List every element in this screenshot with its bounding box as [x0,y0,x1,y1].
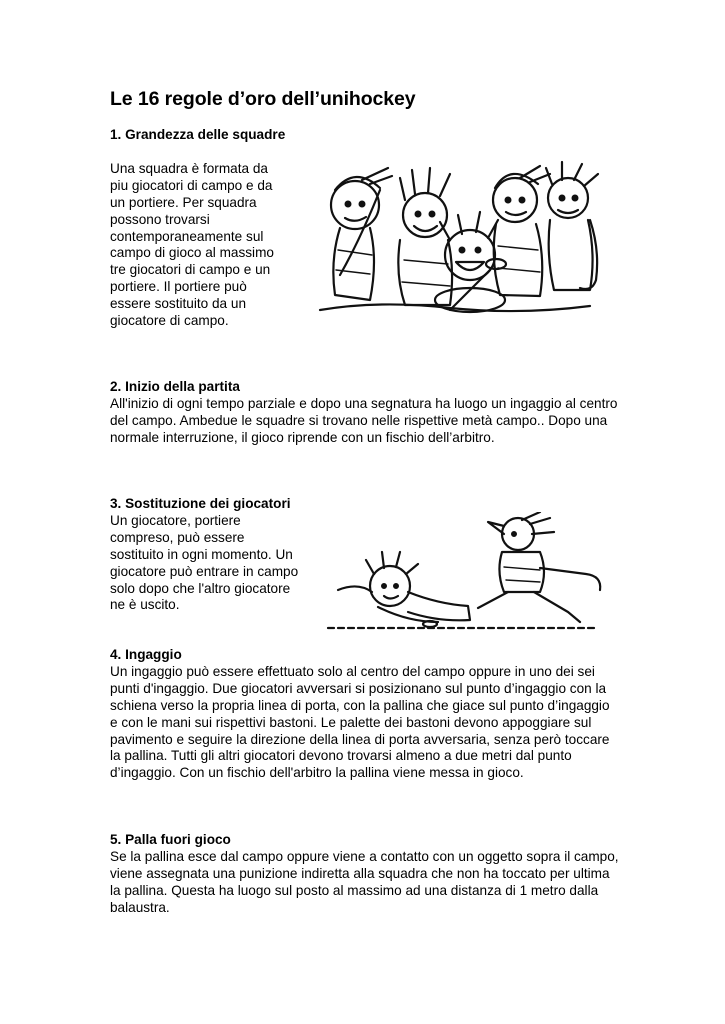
section-2-body: All'inizio di ogni tempo parziale e dopo una segnatura ha luogo un ingaggio al centro del campo. Ambedue le squadre si trovano nelle rispettive metà campo.. Dopo una normale interruzione, il gioco riprende con un fischio dell’arbitro. [110,395,618,445]
section-5 [110,832,620,917]
section-4 [110,647,620,782]
section-5-heading: 5. Palla fuori gioco [110,832,231,847]
document-title: Le 16 regole d’oro dell’unihockey [110,88,416,110]
players-group-illustration [300,160,610,320]
section-1-body: Una squadra è formata da piu giocatori di campo e da un portiere. Per squadra possono trovarsi contemporaneamente sul campo di gioco al massimo tre giocatori di campo e un portiere. Il portiere può essere sostituito da un giocatore di campo. [110,160,274,329]
substitution-illustration [318,512,608,637]
section-2-heading: 2. Inizio della partita [110,379,240,394]
section-3-heading: 3. Sostituzione dei giocatori [110,496,291,511]
section-1-heading: 1. Grandezza delle squadre [110,127,286,142]
section-4-heading: 4. Ingaggio [110,647,182,662]
section-2 [110,379,620,447]
section-3-body: Un giocatore, portiere compreso, può essere sostituito in ogni momento. Un giocatore può entrare in campo solo dopo che l'altro giocatore ne è uscito. [110,512,299,613]
section-4-body: Un ingaggio può essere effettuato solo al centro del campo oppure in uno dei sei punti d'ingaggio. Due giocatori avversari si posizionano sul punto d’ingaggio con la schiena verso la propria linea di porta, con la pallina che giace sul punto d’ingaggio e con le mani sui rispettivi bastoni. Le palette dei bastoni devono appoggiare sul pavimento e seguire la direzione della linea di porta avversaria, senza però toccare la pallina. Tutti gli altri giocatori devono trovarsi almeno a due metri dal punto d’ingaggio. Con un fischio dell'arbitro la pallina viene messa in gioco. [110,663,610,781]
section-5-body: Se la pallina esce dal campo oppure viene a contatto con un oggetto sopra il campo, viene assegnata una punizione indiretta alla squadra che non ha toccato per ultima la pallina. Questa ha luogo sul posto al massimo ad una distanza di 1 metro dalla balaustra. [110,848,619,915]
